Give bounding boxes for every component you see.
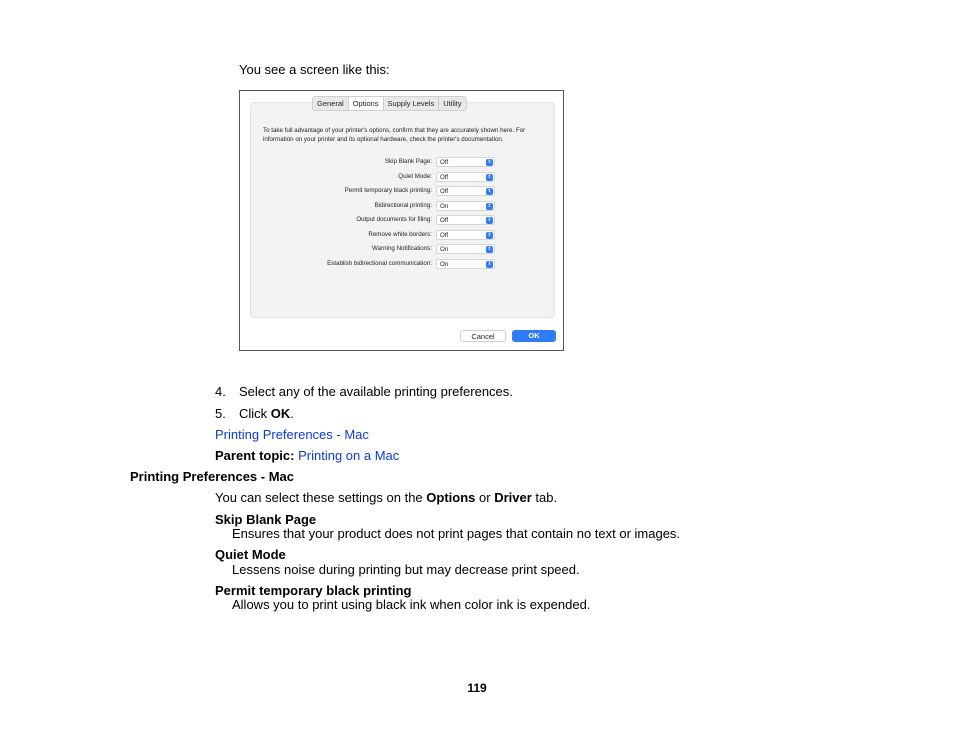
- section-heading: Printing Preferences - Mac: [130, 469, 294, 484]
- definition-term: Permit temporary black printing: [215, 583, 412, 598]
- ok-button[interactable]: OK: [512, 330, 556, 342]
- step-number: 5.: [215, 406, 226, 421]
- chevron-updown-icon: ⇕: [487, 174, 492, 180]
- chevron-updown-icon: ⇕: [487, 261, 492, 267]
- section-intro-bold-options: Options: [426, 490, 476, 505]
- parent-topic-label: Parent topic:: [215, 448, 295, 463]
- section-intro-bold-driver: Driver: [494, 490, 532, 505]
- setting-label: Skip Blank Page:: [384, 158, 432, 165]
- chevron-updown-icon: ⇕: [487, 246, 492, 252]
- intro-text: You see a screen like this:: [239, 62, 390, 77]
- definition-desc: Allows you to print using black ink when color ink is expended.: [232, 597, 591, 612]
- parent-topic: [215, 448, 399, 464]
- step-text: [239, 406, 294, 422]
- setting-label: Permit temporary black printing:: [344, 187, 432, 194]
- cancel-button[interactable]: Cancel: [460, 330, 506, 342]
- select-value: Off: [440, 217, 449, 224]
- section-intro-suffix: tab.: [531, 490, 558, 505]
- select-value: Off: [440, 159, 449, 166]
- setting-row-skip-blank-page: [240, 157, 565, 167]
- chevron-updown-icon: ⇕: [487, 188, 492, 194]
- setting-label: Output documents for filing:: [356, 216, 432, 223]
- bidirectional-select[interactable]: [436, 201, 495, 211]
- output-filing-select[interactable]: [436, 215, 495, 225]
- step-5: [215, 406, 294, 422]
- step-text-prefix: Click: [239, 406, 271, 421]
- chevron-updown-icon: ⇕: [487, 203, 492, 209]
- definition-desc: Lessens noise during printing but may decrease print speed.: [232, 562, 580, 577]
- tab-options[interactable]: Options: [349, 97, 384, 110]
- page-number: 119: [467, 681, 487, 695]
- skip-blank-page-select[interactable]: [436, 157, 495, 167]
- select-value: Off: [440, 174, 449, 181]
- select-value: On: [440, 261, 449, 268]
- remove-borders-select[interactable]: [436, 230, 495, 240]
- chevron-updown-icon: ⇕: [487, 159, 492, 165]
- setting-row-bidirectional: [240, 201, 565, 211]
- setting-row-permit-black: [240, 186, 565, 196]
- setting-row-quiet-mode: [240, 172, 565, 182]
- select-value: On: [440, 246, 449, 253]
- select-value: On: [440, 203, 449, 210]
- setting-row-warning-notifications: [240, 244, 565, 254]
- definition-desc: Ensures that your product does not print pages that contain no text or images.: [232, 526, 681, 541]
- section-intro: [215, 490, 557, 506]
- establish-bidirectional-select[interactable]: [436, 259, 495, 269]
- definition-term: Quiet Mode: [215, 547, 286, 562]
- permit-black-select[interactable]: [436, 186, 495, 196]
- printing-preferences-link[interactable]: Printing Preferences - Mac: [215, 427, 369, 442]
- step-text-suffix: .: [290, 406, 294, 421]
- tab-supply-levels[interactable]: Supply Levels: [384, 97, 440, 110]
- setting-label: Remove white borders:: [368, 231, 432, 238]
- setting-label: Bidirectional printing:: [374, 202, 432, 209]
- select-value: Off: [440, 232, 449, 239]
- parent-topic-link[interactable]: Printing on a Mac: [298, 448, 400, 463]
- tab-utility[interactable]: Utility: [443, 99, 462, 108]
- printer-options-screenshot: [239, 90, 564, 351]
- quiet-mode-select[interactable]: [436, 172, 495, 182]
- step-number: 4.: [215, 384, 226, 399]
- section-intro-prefix: You can select these settings on the: [215, 490, 427, 505]
- setting-row-output-filing: [240, 215, 565, 225]
- chevron-updown-icon: ⇕: [487, 232, 492, 238]
- definition-term: Skip Blank Page: [215, 512, 317, 527]
- chevron-updown-icon: ⇕: [487, 217, 492, 223]
- dialog-description: To take full advantage of your printer's options, confirm that they are accurately shown here. For information on your printer and its optional hardware, check the printer's documentation.: [263, 127, 526, 143]
- step-text-bold: OK: [270, 406, 291, 421]
- warning-notifications-select[interactable]: [436, 244, 495, 254]
- setting-row-establish-bidirectional: [240, 259, 565, 269]
- select-value: Off: [440, 188, 449, 195]
- step-text: Select any of the available printing preferences.: [239, 384, 513, 399]
- setting-label: Establish bidirectional communication:: [327, 260, 432, 267]
- step-4: [215, 384, 513, 400]
- tab-bar: [312, 96, 467, 111]
- tab-general[interactable]: General: [313, 97, 349, 110]
- setting-label: Quiet Mode:: [398, 173, 432, 180]
- section-intro-mid: or: [475, 490, 495, 505]
- setting-label: Warning Notifications:: [372, 245, 432, 252]
- setting-row-remove-borders: [240, 230, 565, 240]
